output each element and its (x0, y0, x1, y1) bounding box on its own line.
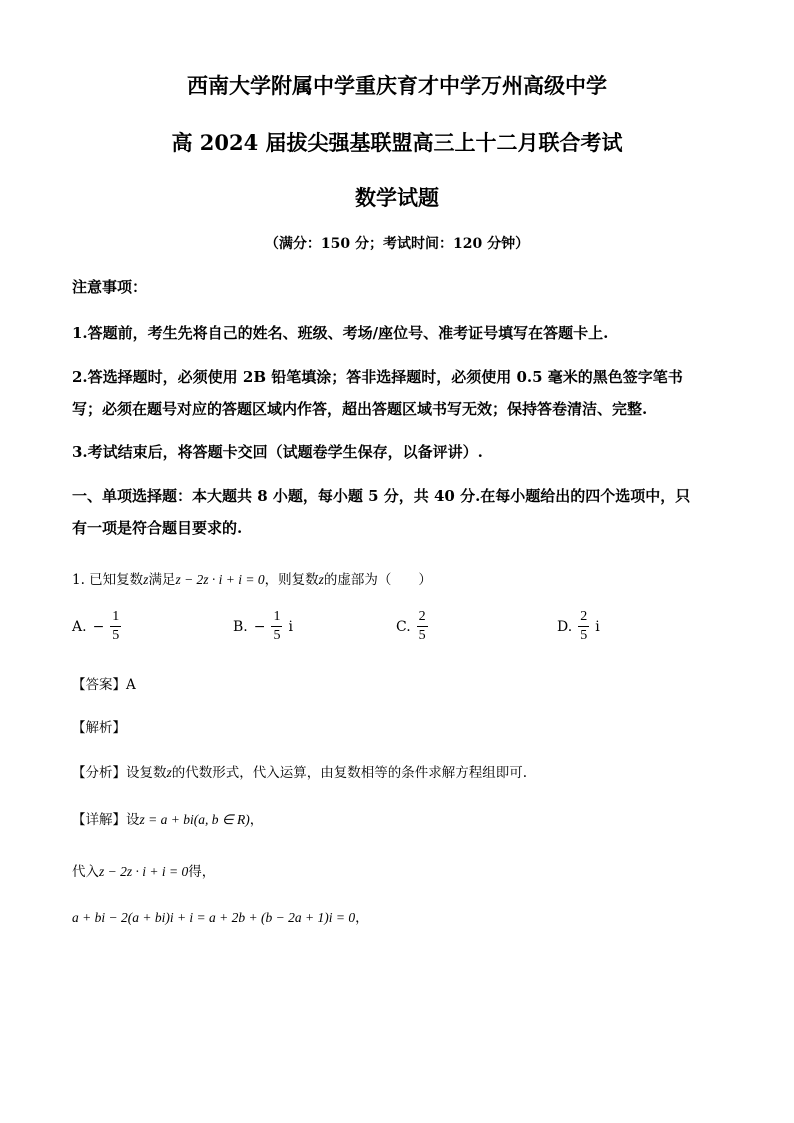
detail-text: ， (249, 812, 264, 828)
option-suffix: i (595, 618, 600, 635)
equation: z − 2z · i + i = 0 (175, 572, 265, 587)
option-label: A. (72, 618, 87, 635)
numerator: 2 (578, 610, 589, 627)
numerator: 2 (417, 610, 428, 627)
stem-part: 满足 (148, 572, 176, 588)
detail-line (72, 808, 722, 828)
option-label: B. (233, 618, 248, 635)
fenxi-text: 的代数形式，代入运算，由复数相等的条件求解方程组即可. (171, 765, 528, 781)
var-z: z (318, 572, 324, 587)
denominator: 5 (112, 628, 120, 643)
answer-tag: 【答案】 (72, 677, 126, 693)
fraction (110, 610, 121, 643)
var-z: z (166, 765, 172, 780)
stem-part: ，则复数 (264, 572, 319, 588)
answer-value: A (126, 677, 136, 693)
option-b[interactable] (233, 610, 293, 643)
option-a[interactable] (72, 610, 121, 643)
option-suffix: i (288, 618, 293, 635)
fraction (578, 610, 589, 643)
school-title: 西南大学附属中学重庆育才中学万州高级中学 (187, 73, 607, 98)
denominator: 5 (580, 628, 588, 643)
expansion-text: ， (355, 910, 369, 926)
detail-tag: 【详解】 (72, 812, 126, 828)
denominator: 5 (418, 628, 426, 643)
notice-item-2-line-1: 2.答选择题时，必须使用 2B 铅笔填涂；答非选择题时，必须使用 0.5 毫米的黑色签字笔书 (72, 368, 683, 386)
analysis-tag: 【解析】 (72, 720, 126, 736)
subject-title: 数学试题 (355, 185, 439, 210)
exam-info: （满分：150 分；考试时间：120 分钟） (264, 236, 530, 252)
section-heading-line-1: 一、单项选择题：本大题共 8 小题，每小题 5 分，共 40 分.在每小题给出的四个选项中，只 (72, 487, 691, 505)
stem-part: 1. 已知复数 (72, 572, 144, 588)
expansion-equation: a + bi − 2(a + bi)i + i = a + 2b + (b − 2a + 1)i = 0 (72, 910, 356, 925)
option-c[interactable] (396, 610, 428, 643)
fenxi-tag: 【分析】 (72, 765, 126, 781)
option-sign: − (253, 618, 266, 635)
numerator: 1 (271, 610, 282, 627)
notice-item-2-line-2: 写；必须在题号对应的答题区域内作答，超出答题区域书写无效；保持答卷清洁、完整. (72, 400, 648, 418)
denominator: 5 (273, 628, 281, 643)
substitute-text: 代入 (72, 864, 99, 880)
expansion-line (72, 906, 722, 926)
substitute-text: 得， (188, 864, 216, 880)
question-1-stem (72, 568, 722, 588)
section-heading-line-2: 有一项是符合题目要求的. (72, 519, 243, 537)
notice-item-1: 1.答题前，考生先将自己的姓名、班级、考场/座位号、准考证号填写在答题卡上. (72, 324, 609, 342)
option-label: D. (557, 618, 573, 635)
fraction (271, 610, 282, 643)
notice-item-3: 3.考试结束后，将答题卡交回（试题卷学生保存，以备评讲）. (72, 443, 483, 461)
detail-text: 设 (126, 812, 140, 828)
answer-line (72, 673, 722, 693)
fraction (417, 610, 428, 643)
option-label: C. (396, 618, 411, 635)
numerator: 1 (110, 610, 121, 627)
option-d[interactable] (557, 610, 600, 643)
stem-part: 的虚部为（ ） (323, 572, 432, 588)
fenxi-text: 设复数 (126, 765, 167, 781)
substitute-equation: z − 2z · i + i = 0 (99, 864, 189, 879)
var-z: z (143, 572, 149, 587)
exam-title: 高 2024 届拔尖强基联盟高三上十二月联合考试 (171, 130, 623, 155)
option-sign: − (92, 618, 105, 635)
notice-heading: 注意事项： (72, 278, 148, 296)
detail-equation: z = a + bi(a, b ∈ R) (139, 812, 250, 827)
substitute-line (72, 860, 722, 880)
fenxi-line (72, 761, 722, 781)
